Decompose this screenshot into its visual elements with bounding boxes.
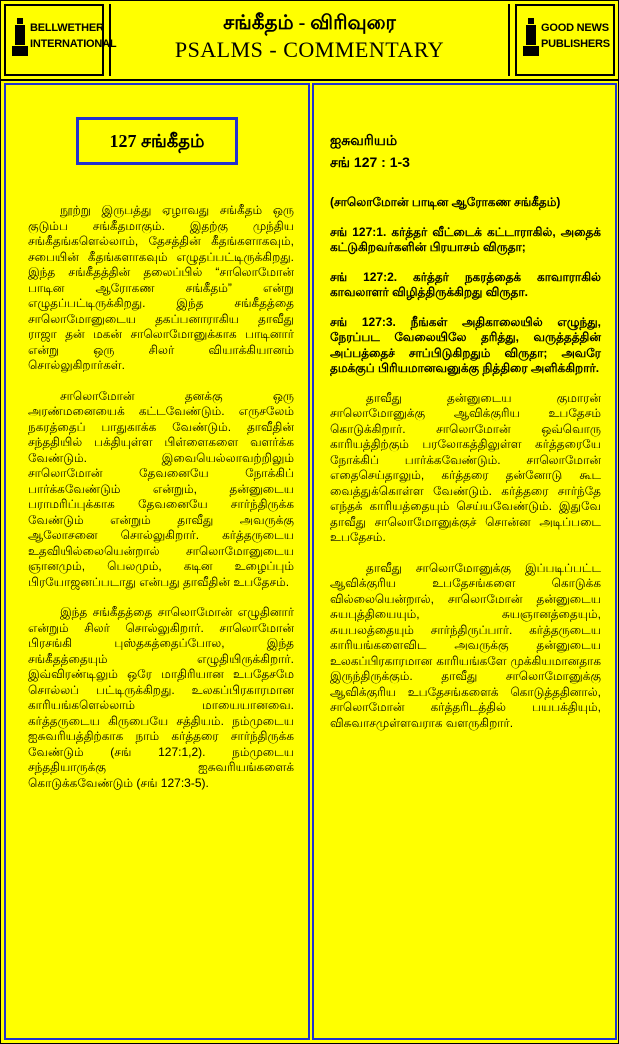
left-body — [6, 203, 308, 791]
good-news-logo — [515, 4, 615, 76]
verse-3: சங் 127:3. நீங்கள் அதிகாலையில் எழுந்து, நேரப்பட வேலையிலே தரித்து, வருத்தத்தின் அப்பத்தைச் சாப்பிடுகிறதும் விருதா; அவரே தமக்குப் பிரியமானவனுக்கு நித்திரை அளிக்கிறார். — [330, 314, 601, 375]
section-heading: ஐசுவரியம் — [330, 132, 398, 148]
title-english: PSALMS - COMMENTARY — [174, 37, 445, 62]
title-tamil: சங்கீதம் - விரிவுரை — [223, 12, 396, 34]
logo-left-line2: INTERNATIONAL — [30, 38, 117, 50]
title-block — [109, 4, 510, 76]
right-column — [312, 83, 617, 1040]
right-paragraph-2: தாவீது சாலொமோனுக்கு இப்படிப்பட்ட ஆவிக்குரிய உபதேசங்களை கொடுக்க வில்லையென்றால், சாலொமோன் தன்னுடைய சுயபுத்தியையும், சுயஞானத்தையும், சுயபலத்தையும் சார்ந்திருப்பார். கர்த்தருடைய காரியங்களைவிட அவருக்கு தன்னுடைய உலகப்பிரகாரமான காரியங்களே முக்கியமானதாக இருந்திருக்கும். தாவீது சாலொமோனுக்கு ஆவிக்குரிய உபதேசங்களைக் கொடுத்ததினால், சாலொமோன் கர்த்தரிடத்தில் பயபக்தியும், விசுவாசமுள்ளவராக வளருகிறார். — [330, 560, 601, 730]
right-paragraph-1: தாவீது தன்னுடைய குமாரன் சாலொமோனுக்கு ஆவிக்குரிய உபதேசம் கொடுக்கிறார். சாலொமோன் ஒவ்வொரு காரியத்திற்கும் பரலோகத்திலுள்ள கர்த்தரையே நோக்கிப் பார்க்கவேண்டும். சாலொமோன் எதைசெய்தாலும், கர்த்தரை தன்னோடு கூட வைத்துக்கொள்ள வேண்டும். கர்த்தரை சார்ந்தே எந்தக் காரியத்தையும் செய்யவேண்டும். இதுவே தாவீது சாலொமோனுக்குச் சொன்ன அடிப்படை உபதேசம். — [330, 390, 601, 544]
left-paragraph-1: நூற்று இருபத்து ஏழாவது சங்கீதம் ஒரு குடும்ப சங்கீதமாகும். இதற்கு முந்திய சங்கீதங்களெல்லாம், தேசத்தின் கீதங்களாகவும், சபையின் கீதங்களாகவும் எழுதப்பட்டிருக்கிறது. இந்த சங்கீதத்தின் தலைப்பில் “சாலொமோன் பாடின ஆரோகண சங்கீதம்” என்று எழுதப்பட்டிருக்கிறது. இந்த சங்கீதத்தை சாலொமோனுடைய தகப்பனாராகிய தாவீது ராஜா தன் மகன் சாலொமோனுக்காக பாடினார் என்று ஒரு சிலர் வியாக்கியானம் சொல்லுகிறார்கள். — [28, 203, 294, 372]
good-news-logo-icon — [523, 18, 539, 58]
verse-2: சங் 127:2. கர்த்தர் நகரத்தைக் காவாராகில் காவலாளர் விழித்திருக்கிறது விருதா. — [330, 269, 601, 299]
logo-right-line1: GOOD NEWS — [541, 22, 609, 34]
verse-caption: (சாலொமோன் பாடின ஆரோகண சங்கீதம்) — [330, 195, 561, 209]
right-body — [314, 129, 615, 731]
left-paragraph-3: இந்த சங்கீதத்தை சாலொமோன் எழுதினார் என்றும் சிலர் சொல்லுகிறார். சாலொமோன் பிரசங்கி புஸ்தகத்தைப்போல, இந்த சங்கீதத்தையும் எழுதியிருக்கிறார். இவ்விரண்டிலும் ஒரே மாதிரியான உபதேசமே சொல்லப் பட்டிருக்கிறது. உலகப்பிரகாரமான காரியங்களெல்லாம் மாயையானவை. கர்த்தருடைய கிருபையே சத்தியம். நம்முடைய ஐசுவரியத்திற்காக நாம் கர்த்தரை சார்ந்திருக்க வேண்டும் (சங் 127:1,2). நம்முடைய சந்ததியாருக்கு ஐசுவரியங்களைக் கொடுக்கவேண்டும் (சங் 127:3-5). — [28, 605, 294, 790]
left-paragraph-2: சாலொமோன் தனக்கு ஒரு அரண்மனையைக் கட்டவேண்டும். எருசலேம் நகரத்தைப் பாதுகாக்க வேண்டும். தாவீதின் சந்ததியில் பக்தியுள்ள பிள்ளைகளை வளர்க்க வேண்டும். இவையெல்லாவற்றிலும் சாலொமோன் தேவனையே நோக்கிப் பார்க்கவேண்டும் என்றும், தன்னுடைய பராமரிப்புக்காக தேவனையே சார்ந்திருக்க வேண்டும் என்றும் தாவீது அவருக்கு ஆலோசனை சொல்லுகிறார். கர்த்தருடைய உதவியில்லையென்றால் சாலொமோனுடைய ஞானமும், பெலமும், கடின உழைப்பும் பிரயோஜனப்படாது என்பது தாவீதின் உபதேசம். — [28, 388, 294, 589]
bellwether-logo — [4, 4, 117, 76]
header — [1, 1, 618, 81]
logo-left-line1: BELLWETHER — [30, 22, 104, 34]
bellwether-logo-icon — [12, 18, 28, 58]
logo-right-line2: PUBLISHERS — [541, 38, 610, 50]
left-column — [4, 83, 310, 1040]
section-reference: சங் 127 : 1-3 — [330, 154, 410, 170]
verse-1: சங் 127:1. கர்த்தர் வீட்டைக் கட்டாராகில், அதைக் கட்டுகிறவர்களின் பிரயாசம் விருதா; — [330, 224, 601, 254]
psalm-title: 127 சங்கீதம் — [76, 117, 238, 165]
